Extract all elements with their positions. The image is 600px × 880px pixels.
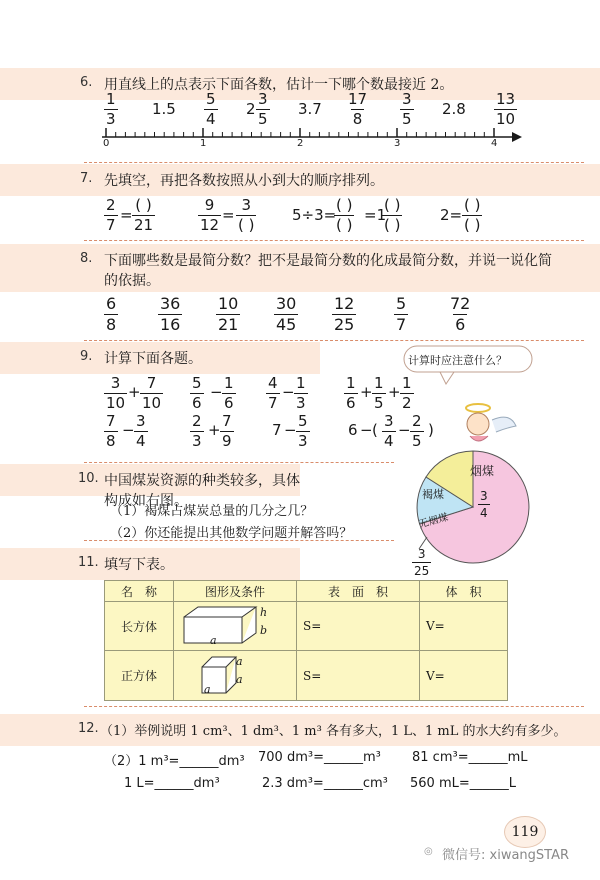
q9-fraction: $\frac{1}{5}$ bbox=[374, 374, 384, 412]
q7-e2-right[interactable]: 3 ( ) bbox=[238, 196, 255, 234]
q9-text: 计算下面各题。 bbox=[104, 351, 202, 367]
q7-e3-frac1[interactable]: ( ) ( ) bbox=[336, 196, 353, 234]
q6-item: $\frac{3}{5}$ bbox=[402, 90, 412, 128]
halo-icon bbox=[466, 404, 490, 412]
q9-operator: + bbox=[128, 383, 141, 401]
divider bbox=[84, 462, 394, 463]
number-line-tick-label: 2 bbox=[297, 138, 304, 149]
volume-cell[interactable]: V= bbox=[420, 602, 508, 651]
q6-item: $\frac{3}{5}$ bbox=[258, 90, 268, 128]
q10-header bbox=[0, 464, 300, 509]
q7-e2-left: $\frac{9}{12}$ bbox=[200, 196, 220, 234]
q7-e4-left: 2= bbox=[440, 206, 463, 224]
q9-fraction: $\frac{1}{6}$ bbox=[346, 374, 356, 412]
q9-number: 6 bbox=[348, 421, 358, 439]
cube-figure bbox=[180, 651, 284, 697]
divider bbox=[84, 706, 584, 707]
q12-number: 12. bbox=[78, 721, 99, 736]
pie-label-yanmei: 烟煤 bbox=[470, 464, 495, 478]
pie-label-wuyanmei: 无烟煤 bbox=[417, 512, 450, 531]
pie-frac-big: $\frac{3}{4}$ bbox=[480, 489, 488, 520]
number-line bbox=[96, 126, 526, 152]
q6-item: $\frac{13}{10}$ bbox=[496, 90, 516, 128]
surface-area-cell[interactable]: S= bbox=[297, 651, 420, 701]
divider bbox=[84, 540, 394, 541]
table-header: 体 积 bbox=[420, 581, 508, 602]
q11-header bbox=[0, 548, 300, 580]
q9-operator: − bbox=[122, 421, 135, 439]
divider bbox=[84, 162, 584, 163]
q9-operator: + bbox=[208, 421, 221, 439]
q7-e3-left: 5÷3= bbox=[292, 206, 337, 224]
q9-fraction: $\frac{7}{9}$ bbox=[222, 412, 232, 450]
solids-table bbox=[104, 580, 508, 701]
cuboid-figure bbox=[180, 603, 284, 647]
q12-r1-c2[interactable]: 700 dm³=______m³ bbox=[258, 750, 381, 765]
q8-fraction: $\frac{36}{16}$ bbox=[160, 294, 181, 334]
q9-operator: − bbox=[360, 421, 373, 439]
q6-item: $\frac{5}{4}$ bbox=[206, 90, 216, 128]
q8-fraction: $\frac{30}{45}$ bbox=[276, 294, 297, 334]
q8-fraction: $\frac{5}{7}$ bbox=[396, 294, 407, 334]
q9-operator: − bbox=[210, 383, 223, 401]
q9-fraction: $\frac{7}{10}$ bbox=[142, 374, 162, 412]
q6-number: 6. bbox=[80, 75, 93, 90]
q8-fraction: $\frac{72}{6}$ bbox=[450, 294, 471, 334]
q12-r2-c1[interactable]: 1 L=______dm³ bbox=[124, 776, 220, 791]
wechat-icon: ◎ bbox=[424, 846, 433, 857]
q7-header bbox=[0, 164, 600, 196]
q10-text: 中国煤炭资源的种类较多，具体构成如右图。 bbox=[104, 473, 300, 509]
q9-fraction: $\frac{7}{8}$ bbox=[106, 412, 116, 450]
divider bbox=[84, 240, 584, 241]
q8-text-line1: 下面哪些数是最简分数？把不是最简分数的化成最简分数，并说一说化简 bbox=[104, 253, 552, 269]
q9-fraction: $\frac{2}{3}$ bbox=[192, 412, 202, 450]
q9-number: 9. bbox=[80, 349, 93, 364]
number-line-tick-label: 1 bbox=[200, 138, 207, 149]
q8-number: 8. bbox=[80, 251, 93, 266]
angel-face-icon bbox=[467, 413, 489, 435]
volume-cell[interactable]: V= bbox=[420, 651, 508, 701]
q6-item: 3.7 bbox=[298, 100, 322, 118]
number-line-tick-label: 0 bbox=[103, 138, 110, 149]
pie-label-hemei: 褐煤 bbox=[422, 488, 444, 501]
q10-sub2: （2）你还能提出其他数学问题并解答吗？ bbox=[110, 526, 353, 541]
q7-number: 7. bbox=[80, 171, 93, 186]
q10-number: 10. bbox=[78, 471, 99, 486]
cuboid-cell: h b a bbox=[174, 602, 297, 651]
q12-line1: （1）举例说明 1 cm³、1 dm³、1 m³ 各有多大，1 L、1 mL 的水大约有多少。 bbox=[100, 724, 567, 739]
number-line-tick-label: 3 bbox=[394, 138, 401, 149]
q7-e1-eq: = bbox=[120, 206, 133, 224]
q9-fraction: $\frac{3}{4}$ bbox=[136, 412, 146, 450]
q6-item: 2.8 bbox=[442, 100, 466, 118]
q7-e1-right[interactable]: ( ) 21 bbox=[134, 196, 154, 234]
table-header: 图形及条件 bbox=[174, 581, 297, 602]
q9-paren: ) bbox=[428, 421, 434, 439]
speech-bubble-text: 计算时应注意什么？ bbox=[408, 354, 507, 367]
watermark: 微信号: xiwangSTAR bbox=[442, 848, 570, 863]
number-line-tick-label: 4 bbox=[491, 138, 498, 149]
q6-text: 用直线上的点表示下面各数，估计一下哪个数最接近 2。 bbox=[104, 77, 454, 93]
page-number: 119 bbox=[504, 816, 546, 848]
q7-e3-mid: =1 bbox=[364, 206, 387, 224]
table-row bbox=[105, 651, 508, 701]
q9-fraction: $\frac{1}{2}$ bbox=[402, 374, 412, 412]
angel-body-icon bbox=[470, 436, 488, 441]
q7-text: 先填空，再把各数按照从小到大的顺序排列。 bbox=[104, 173, 384, 189]
q6-item: $\frac{17}{8}$ bbox=[348, 90, 368, 128]
cube-cell: a a a bbox=[174, 651, 297, 701]
q9-operator: − bbox=[284, 421, 297, 439]
q11-number: 11. bbox=[78, 555, 99, 570]
q7-e3-frac2[interactable]: ( ) ( ) bbox=[384, 196, 401, 234]
q9-fraction: $\frac{4}{7}$ bbox=[268, 374, 278, 412]
q9-fraction: $\frac{3}{4}$ bbox=[384, 412, 394, 450]
q10-sub1: （1）褐煤占煤炭总量的几分之几？ bbox=[110, 504, 314, 519]
number-line-arrow bbox=[512, 132, 522, 142]
q9-operator: − bbox=[282, 383, 295, 401]
q9-paren: ( bbox=[372, 421, 378, 439]
q7-e1-left: $\frac{2}{7}$ bbox=[106, 196, 116, 234]
q12-r1-c1[interactable]: （2）1 m³=______dm³ bbox=[104, 754, 245, 769]
q9-operator: + bbox=[388, 383, 401, 401]
table-header: 表 面 积 bbox=[297, 581, 420, 602]
q6-item: $\frac{1}{3}$ bbox=[106, 90, 116, 128]
wing-icon bbox=[492, 417, 516, 432]
table-header-row bbox=[105, 581, 508, 602]
q8-fraction: $\frac{10}{21}$ bbox=[218, 294, 239, 334]
q11-text: 填写下表。 bbox=[104, 557, 174, 573]
q9-number: 7 bbox=[272, 421, 282, 439]
row-name: 长方体 bbox=[105, 602, 174, 651]
q6-item: 1.5 bbox=[152, 100, 176, 118]
row-name: 正方体 bbox=[105, 651, 174, 701]
q7-e4-frac[interactable]: ( ) ( ) bbox=[464, 196, 481, 234]
q9-fraction: $\frac{3}{10}$ bbox=[106, 374, 126, 412]
q9-operator: + bbox=[360, 383, 373, 401]
q7-e2-eq: = bbox=[222, 206, 235, 224]
q9-fraction: $\frac{5}{6}$ bbox=[192, 374, 202, 412]
q9-fraction: $\frac{2}{5}$ bbox=[412, 412, 422, 450]
q8-header bbox=[0, 244, 600, 292]
q9-operator: − bbox=[398, 421, 411, 439]
q9-fraction: $\frac{5}{3}$ bbox=[298, 412, 308, 450]
q8-fraction: $\frac{12}{25}$ bbox=[334, 294, 355, 334]
q12-r2-c3[interactable]: 560 mL=______L bbox=[410, 776, 516, 791]
q8-fraction: $\frac{6}{8}$ bbox=[106, 294, 117, 334]
q6-item-whole: 2 bbox=[246, 100, 256, 118]
q9-fraction: $\frac{1}{3}$ bbox=[296, 374, 306, 412]
q9-fraction: $\frac{1}{6}$ bbox=[224, 374, 234, 412]
pie-frac-small: $\frac{3}{25}$ bbox=[414, 547, 430, 578]
q12-r1-c3[interactable]: 81 cm³=______mL bbox=[412, 750, 528, 765]
surface-area-cell[interactable]: S= bbox=[297, 602, 420, 651]
speech-bubble-tail bbox=[440, 372, 454, 384]
q12-r2-c2[interactable]: 2.3 dm³=______cm³ bbox=[262, 776, 388, 791]
table-header: 名 称 bbox=[105, 581, 174, 602]
q9-header bbox=[0, 342, 320, 374]
q8-text-line2: 的依据。 bbox=[104, 273, 160, 289]
q12-header bbox=[0, 714, 600, 746]
table-row bbox=[105, 602, 508, 651]
